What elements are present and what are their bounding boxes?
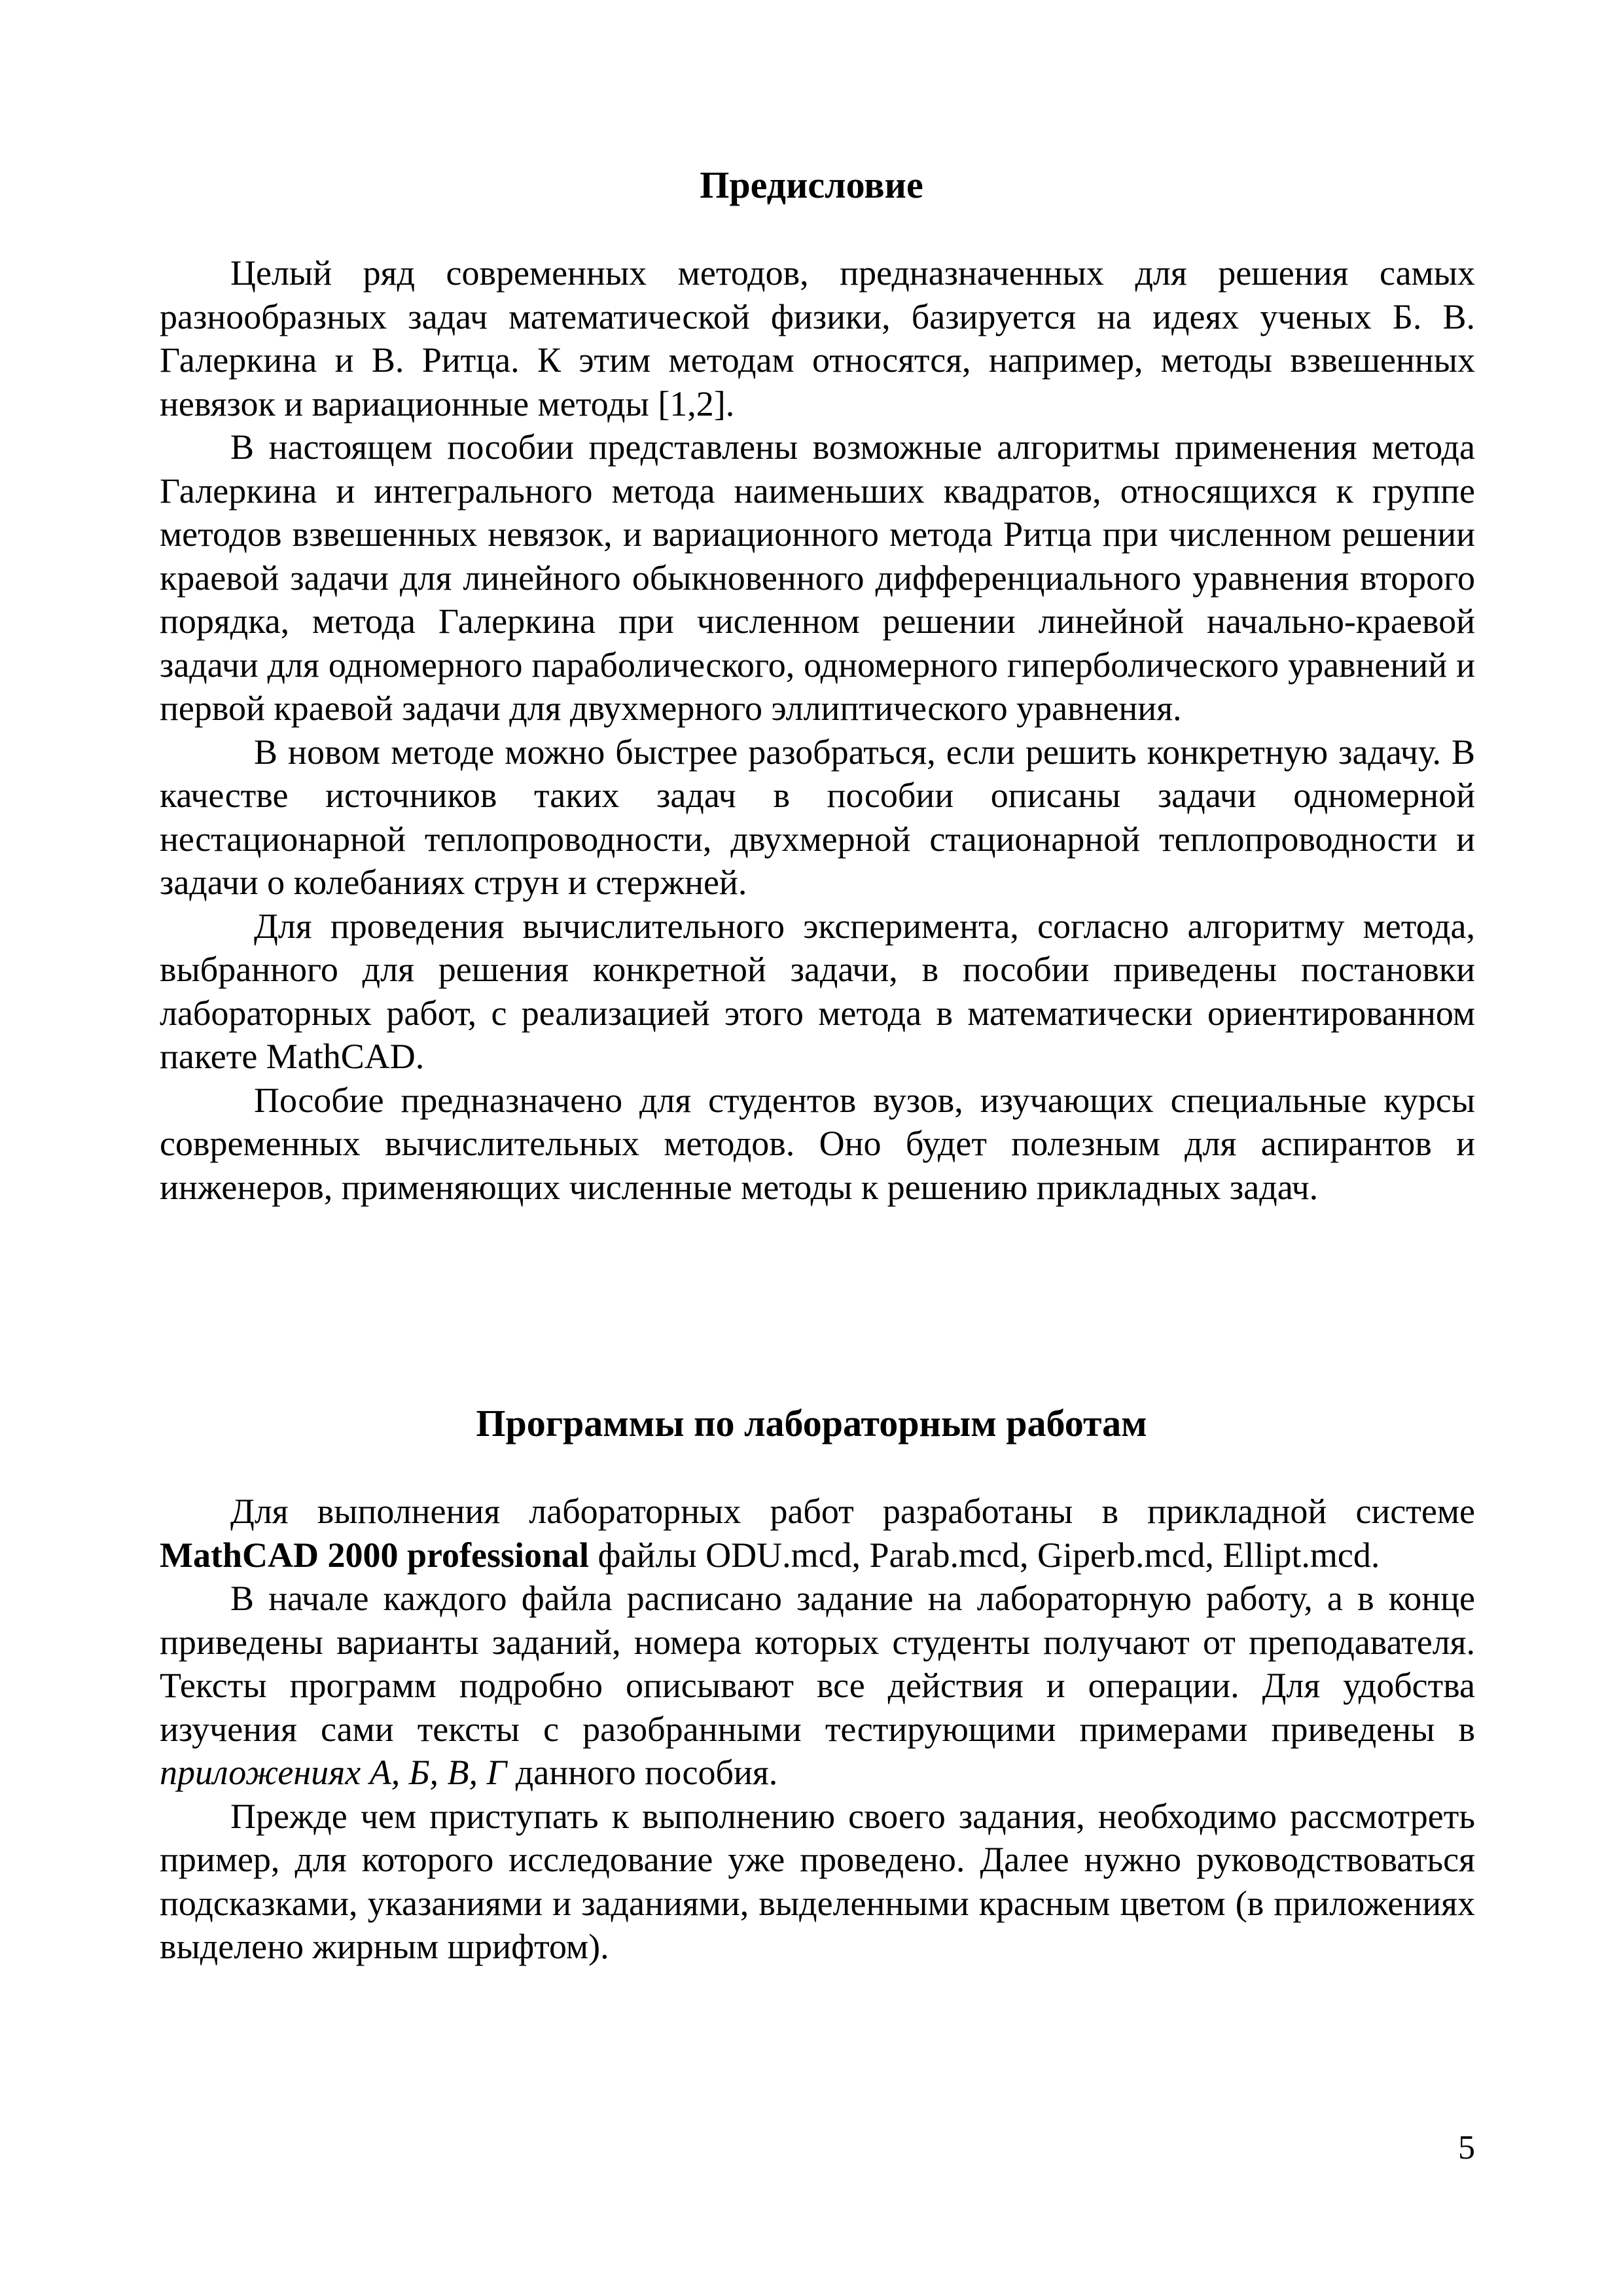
preface-paragraph-4: Для проведения вычислительного эксперимента, согласно алгоритму метода, выбранного для решения конкретной задачи, в пособии приведены постановки лабораторных работ, с реализацией этого метода в математически ориентированном пакете MathCAD. xyxy=(160,906,1475,1076)
preface-paragraph-2: В настоящем пособии представлены возможные алгоритмы применения метода Галеркина и интегрального метода наименьших квадратов, относящихся к группе методов взвешенных невязок, и вариационного метода Ритца при численном решении краевой задачи для линейного обыкновенного дифференциального уравнения второго порядка, метода Галеркина при численном решении линейной начально-краевой задачи для одномерного параболического, одномерного гиперболического уравнений и первой краевой задачи для двухмерного эллиптического уравнения. xyxy=(160,427,1475,728)
page-number: 5 xyxy=(1458,2129,1475,2166)
programs-p1-text-before: Для выполнения лабораторных работ разработаны в прикладной системе xyxy=(230,1492,1475,1531)
preface-paragraph-3: В новом методе можно быстрее разобраться, если решить конкретную задачу. В качестве источников таких задач в пособии описаны задачи одномерной нестационарной теплопроводности, двухмерной стационарной теплопроводности и задачи о колебаниях струн и стержней. xyxy=(160,732,1475,902)
preface-paragraph-5: Пособие предназначено для студентов вузов, изучающих специальные курсы современных вычислительных методов. Оно будет полезным для аспирантов и инженеров, применяющих численные методы к решению прикладных задач. xyxy=(160,1080,1475,1207)
programs-p2-text-after: данного пособия. xyxy=(515,1753,778,1792)
programs-p2-text-before: В начале каждого файла расписано задание на лабораторную работу, а в конце приведены варианты заданий, номера которых студенты получают от преподавателя. Тексты программ подробно описывают все действия и операции. Для удобства изучения сами тексты с разобранными тестирующими примерами приведены в xyxy=(160,1579,1475,1749)
programs-p1-software-name: MathCAD 2000 professional xyxy=(160,1535,590,1575)
programs-p2-appendix-reference: приложениях А, Б, В, Г xyxy=(160,1753,507,1792)
preface-body xyxy=(160,251,1475,1209)
preface-paragraph-1: Целый ряд современных методов, предназначенных для решения самых разнообразных задач математической физики, базируется на идеях ученых Б. В. Галеркина и В. Ритца. К этим методам относятся, например, методы взвешенных невязок и вариационные методы [1,2]. xyxy=(160,253,1475,423)
programs-paragraph-1 xyxy=(160,1490,1475,1577)
programs-paragraph-3: Прежде чем приступать к выполнению своего задания, необходимо рассмотреть пример, для которого исследование уже проведено. Далее нужно руководствоваться подсказками, указаниями и заданиями, выделенными красным цветом (в приложениях выделено жирным шрифтом). xyxy=(160,1796,1475,1966)
preface-heading: Предисловие xyxy=(700,164,923,206)
programs-p1-text-after: файлы ODU.mcd, Parab.mcd, Giperb.mcd, Ellipt.mcd. xyxy=(597,1535,1380,1575)
programs-heading: Программы по лабораторным работам xyxy=(476,1402,1147,1444)
programs-paragraph-2 xyxy=(160,1577,1475,1795)
programs-body xyxy=(160,1490,1475,1969)
